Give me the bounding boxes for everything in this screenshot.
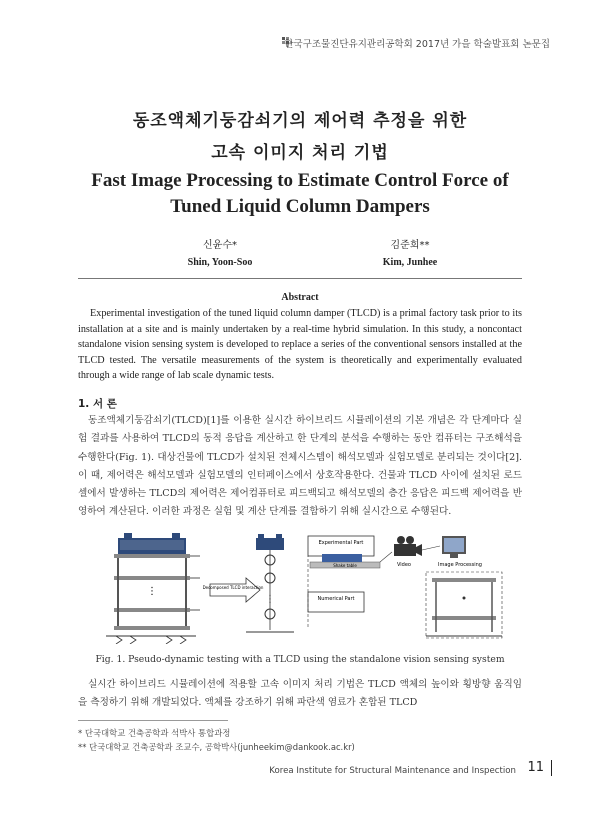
author-2 [310, 236, 510, 268]
footnote-2: ** 단국대학교 건축공학과 조교수, 공학박사(junheekim@dankook.ac.kr) [78, 742, 355, 752]
title-english-line1: Fast Image Processing to Estimate Control Force of [91, 170, 509, 191]
title-korean-line1: 동조액체기둥감쇠기의 제어력 추정을 위한 [132, 111, 468, 131]
title-korean-line2: 고속 이미지 처리 기법 [211, 143, 389, 163]
experimental-part-label: Experimental Part [318, 540, 364, 546]
author-1-english-name: Shin, Yoon-Soo [187, 257, 253, 268]
author-1-korean-name: 신윤수* [203, 240, 237, 251]
svg-text:⋮: ⋮ [265, 594, 275, 605]
author-1 [120, 236, 320, 268]
image-processing-label: Image Processing [438, 562, 482, 568]
author-2-english-name: Kim, Junhee [382, 257, 438, 268]
figure-1-caption: Fig. 1. Pseudo-dynamic testing with a TLCD using the standalone vision sensing system [95, 654, 505, 665]
footnote-divider [78, 720, 228, 721]
title-english-line2: Tuned Liquid Column Dampers [170, 196, 430, 217]
footnote-1: * 단국대학교 건축공학과 석박사 통합과정 [78, 728, 231, 738]
page-number-bar [551, 760, 552, 776]
svg-text:⋮: ⋮ [147, 586, 157, 597]
title-divider [78, 278, 522, 279]
introduction-paragraph-2: 실시간 하이브리드 시뮬레이션에 적용할 고속 이미지 처리 기법은 TLCD 액체의 높이와 횡방향 움직임을 측정하기 위해 개발되었다. 액체를 강조하기 위해 파란색 염료가 혼합된 TLCD [78, 679, 522, 709]
author-2-korean-name: 김준희** [390, 240, 430, 251]
computer-icon [438, 536, 482, 568]
figure-1-diagram [96, 532, 506, 644]
numerical-part-label: Numerical Part [317, 596, 355, 602]
lumped-mass-model-icon [246, 534, 294, 632]
building-model-icon [106, 533, 200, 644]
right-building-model-icon [426, 572, 502, 638]
footer-institute: Korea Institute for Structural Maintenance and Inspection [269, 766, 516, 776]
abstract-heading: Abstract [281, 292, 319, 303]
page-number: 11 [527, 760, 544, 775]
video-camera-icon [394, 536, 422, 568]
decomposition-label: Decomposed TLCD interaction [202, 585, 264, 590]
introduction-paragraph-1: 동조액체기둥감쇠기(TLCD)[1]를 이용한 실시간 하이브리드 시뮬레이션의 기본 개념은 각 단계마다 실험 결과를 사용하여 TLCD의 동적 응답을 계산하고 한 단계의 분석을 수행하는 동안 컴퓨터는 구조해석을 수행한다(Fig. 1). 대상건물에 TLCD가 설치된 전체시스템이 해석모델과 실험모델로 분리되는 것이다[2]. 이 때, 제어력은 해석모델과 실험모델의 인터페이스에서 상호작용한다. 건물과 TLCD 사이에 설치된 로드셀에서 발생하는 TLCD의 제어력은 제어컴퓨터로 피드백되고 해석모델의 층간 응답은 피드백 제어력을 반영하여 계산된다. 이러한 과정은 실험 및 계산 단계를 결합하기 위해 실시간으로 수행된다. [78, 415, 522, 518]
journal-name: 한국구조물진단유지관리공학회 2017년 가을 학술발표회 논문집 [284, 39, 550, 50]
video-label: Video [396, 562, 412, 568]
decomposition-arrow-icon [203, 578, 264, 602]
shake-table-label: Shake table [333, 563, 357, 568]
abstract-text: Experimental investigation of the tuned liquid column damper (TLCD) is a primal factory task prior to its installation at a site and is mainly undertaken by a real-time hybrid simulation. In this study, a noncontact standalone vision sensing system is developed to replace a series of the conventional sensors installed at the TLCD tested. The versatile measurements of the system is theoretically and experimentally evaluated through a wide range of lab scale dynamic tests. [78, 308, 522, 382]
experimental-part-box [308, 536, 380, 568]
section-heading-introduction: 1. 서 론 [78, 398, 117, 410]
